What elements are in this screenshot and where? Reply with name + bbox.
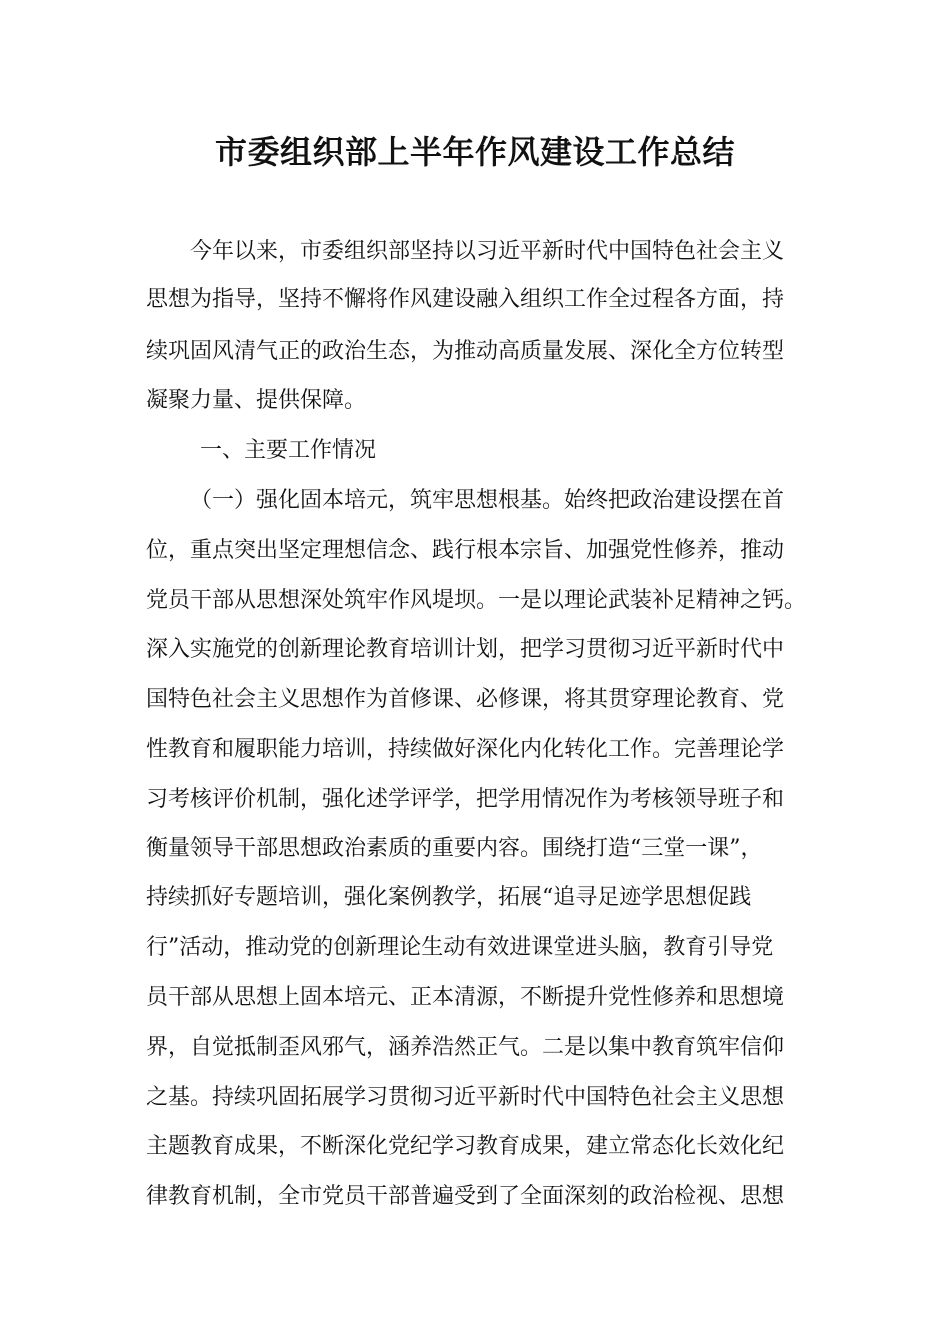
paragraph-line: 员干部从思想上固本培元、正本清源，不断提升党性修养和思想境 [146, 985, 785, 1010]
paragraph-line: 深入实施党的创新理论教育培训计划，把学习贯彻习近平新时代中 [146, 637, 785, 662]
paragraph-line: 凝聚力量、提供保障。 [146, 388, 367, 413]
paragraph-line: 性教育和履职能力培训，持续做好深化内化转化工作。完善理论学 [146, 737, 785, 762]
document-title: 市委组织部上半年作风建设工作总结 [214, 133, 735, 171]
paragraph-line: 界，自觉抵制歪风邪气，涵养浩然正气。二是以集中教育筑牢信仰 [146, 1035, 785, 1060]
paragraph-line: （一）强化固本培元，筑牢思想根基。始终把政治建设摆在首 [190, 488, 785, 513]
paragraph-line: 行”活动，推动党的创新理论生动有效进课堂进头脑，教育引导党 [146, 935, 774, 960]
paragraph-line: 思想为指导，坚持不懈将作风建设融入组织工作全过程各方面，持 [146, 287, 785, 312]
paragraph-line: 衡量领导干部思想政治素质的重要内容。围绕打造“三堂一课”， [146, 836, 763, 861]
paragraph-line: 今年以来，市委组织部坚持以习近平新时代中国特色社会主义 [190, 239, 785, 264]
paragraph-line: 续巩固风清气正的政治生态，为推动高质量发展、深化全方位转型 [146, 339, 785, 364]
paragraph-line: 之基。持续巩固拓展学习贯彻习近平新时代中国特色社会主义思想 [146, 1085, 785, 1110]
paragraph-line: 律教育机制，全市党员干部普遍受到了全面深刻的政治检视、思想 [146, 1184, 785, 1209]
paragraph-line: 党员干部从思想深处筑牢作风堤坝。一是以理论武装补足精神之钙。 [146, 588, 807, 613]
paragraph-line: 国特色社会主义思想作为首修课、必修课，将其贯穿理论教育、党 [146, 687, 785, 712]
paragraph-line: 持续抓好专题培训，强化案例教学，拓展“追寻足迹学思想促践 [146, 885, 752, 910]
paragraph-line: 位，重点突出坚定理想信念、践行根本宗旨、加强党性修养，推动 [146, 538, 785, 563]
paragraph-line: 主题教育成果，不断深化党纪学习教育成果，建立常态化长效化纪 [146, 1134, 785, 1159]
section-heading: 一、主要工作情况 [200, 438, 377, 463]
paragraph-line: 习考核评价机制，强化述学评学，把学用情况作为考核领导班子和 [146, 787, 785, 812]
